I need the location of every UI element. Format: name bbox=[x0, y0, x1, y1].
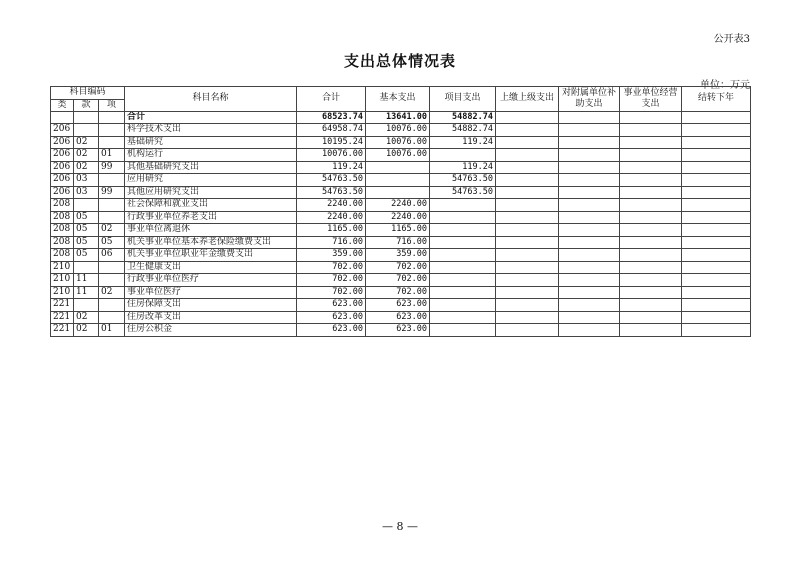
table-row bbox=[51, 149, 751, 162]
upper-cell bbox=[496, 186, 559, 199]
upper-cell bbox=[496, 299, 559, 312]
subject-name-cell: 应用研究 bbox=[125, 174, 297, 187]
carry-cell bbox=[682, 261, 751, 274]
total-cell: 10195.24 bbox=[297, 136, 366, 149]
carry-cell bbox=[682, 186, 751, 199]
xiang-cell bbox=[99, 136, 125, 149]
total-cell: 623.00 bbox=[297, 311, 366, 324]
operating-cell bbox=[620, 236, 682, 249]
basic-cell: 359.00 bbox=[366, 249, 430, 262]
subject-name-header: 科目名称 bbox=[125, 87, 297, 112]
upper-cell bbox=[496, 174, 559, 187]
lei-cell: 206 bbox=[51, 174, 74, 187]
basic-cell: 10076.00 bbox=[366, 149, 430, 162]
subsidy-cell bbox=[559, 286, 620, 299]
carry-cell bbox=[682, 161, 751, 174]
upper-cell bbox=[496, 249, 559, 262]
xiang-cell: 01 bbox=[99, 149, 125, 162]
kuan-cell: 05 bbox=[74, 249, 99, 262]
kuan-cell: 05 bbox=[74, 236, 99, 249]
total-cell: 623.00 bbox=[297, 299, 366, 312]
subsidy-cell bbox=[559, 186, 620, 199]
subject-name-cell: 机关事业单位基本养老保险缴费支出 bbox=[125, 236, 297, 249]
xiang-cell bbox=[99, 211, 125, 224]
project-cell bbox=[430, 324, 496, 337]
total-cell: 702.00 bbox=[297, 261, 366, 274]
xiang-cell: 06 bbox=[99, 249, 125, 262]
table-row bbox=[51, 236, 751, 249]
operating-cell bbox=[620, 161, 682, 174]
upper-cell bbox=[496, 311, 559, 324]
project-cell bbox=[430, 311, 496, 324]
basic-cell bbox=[366, 174, 430, 187]
subsidy-cell bbox=[559, 236, 620, 249]
subsidy-cell bbox=[559, 299, 620, 312]
lei-cell: 221 bbox=[51, 299, 74, 312]
operating-cell bbox=[620, 111, 682, 124]
table-row bbox=[51, 249, 751, 262]
xiang-cell bbox=[99, 299, 125, 312]
xiang-cell bbox=[99, 124, 125, 137]
upper-cell bbox=[496, 136, 559, 149]
upper-cell bbox=[496, 149, 559, 162]
subsidy-cell bbox=[559, 161, 620, 174]
subject-name-cell: 事业单位医疗 bbox=[125, 286, 297, 299]
kuan-cell: 03 bbox=[74, 174, 99, 187]
total-cell: 64958.74 bbox=[297, 124, 366, 137]
upper-remit-header: 上缴上级支出 bbox=[496, 87, 559, 112]
subsidy-cell bbox=[559, 199, 620, 212]
basic-cell: 623.00 bbox=[366, 311, 430, 324]
upper-cell bbox=[496, 224, 559, 237]
operating-cell bbox=[620, 136, 682, 149]
total-cell: 2240.00 bbox=[297, 199, 366, 212]
total-cell: 702.00 bbox=[297, 286, 366, 299]
subsidy-cell bbox=[559, 324, 620, 337]
subsidy-cell bbox=[559, 149, 620, 162]
project-cell bbox=[430, 224, 496, 237]
project-cell bbox=[430, 286, 496, 299]
unit-label: 单位：万元 bbox=[700, 80, 750, 91]
project-cell bbox=[430, 236, 496, 249]
basic-cell: 716.00 bbox=[366, 236, 430, 249]
subject-name-cell: 事业单位离退休 bbox=[125, 224, 297, 237]
operating-cell bbox=[620, 186, 682, 199]
table-row bbox=[51, 186, 751, 199]
operating-cell bbox=[620, 249, 682, 262]
kuan-cell bbox=[74, 199, 99, 212]
project-cell bbox=[430, 299, 496, 312]
page-number: — 8 — bbox=[382, 520, 418, 533]
total-cell: 702.00 bbox=[297, 274, 366, 287]
xiang-cell bbox=[99, 111, 125, 124]
upper-cell bbox=[496, 274, 559, 287]
xiang-cell bbox=[99, 261, 125, 274]
operating-header: 事业单位经营支出 bbox=[620, 87, 682, 112]
xiang-cell: 05 bbox=[99, 236, 125, 249]
xiang-cell bbox=[99, 199, 125, 212]
kuan-cell: 02 bbox=[74, 149, 99, 162]
kuan-cell: 02 bbox=[74, 161, 99, 174]
operating-cell bbox=[620, 149, 682, 162]
subject-name-cell: 卫生健康支出 bbox=[125, 261, 297, 274]
operating-cell bbox=[620, 324, 682, 337]
lei-cell: 208 bbox=[51, 249, 74, 262]
project-cell: 119.24 bbox=[430, 136, 496, 149]
lei-cell: 221 bbox=[51, 324, 74, 337]
total-cell: 359.00 bbox=[297, 249, 366, 262]
subject-name-cell: 住房保障支出 bbox=[125, 299, 297, 312]
upper-cell bbox=[496, 236, 559, 249]
basic-cell: 13641.00 bbox=[366, 111, 430, 124]
table-number-label: 公开表3 bbox=[713, 34, 750, 45]
subject-name-cell: 社会保障和就业支出 bbox=[125, 199, 297, 212]
xiang-header: 项 bbox=[99, 99, 125, 111]
table-row bbox=[51, 311, 751, 324]
basic-cell: 702.00 bbox=[366, 286, 430, 299]
project-cell bbox=[430, 249, 496, 262]
basic-cell: 2240.00 bbox=[366, 211, 430, 224]
subsidy-cell bbox=[559, 274, 620, 287]
subsidy-cell bbox=[559, 211, 620, 224]
operating-cell bbox=[620, 261, 682, 274]
xiang-cell: 01 bbox=[99, 324, 125, 337]
table-row bbox=[51, 211, 751, 224]
operating-cell bbox=[620, 199, 682, 212]
kuan-cell: 02 bbox=[74, 324, 99, 337]
lei-cell: 210 bbox=[51, 286, 74, 299]
table-row bbox=[51, 261, 751, 274]
total-cell: 10076.00 bbox=[297, 149, 366, 162]
total-cell: 716.00 bbox=[297, 236, 366, 249]
carry-cell bbox=[682, 199, 751, 212]
subsidy-cell bbox=[559, 174, 620, 187]
carry-cell bbox=[682, 224, 751, 237]
upper-cell bbox=[496, 111, 559, 124]
subsidy-cell bbox=[559, 224, 620, 237]
table-row bbox=[51, 161, 751, 174]
basic-cell: 623.00 bbox=[366, 324, 430, 337]
subsidy-cell bbox=[559, 249, 620, 262]
subsidy-cell bbox=[559, 124, 620, 137]
lei-cell: 208 bbox=[51, 224, 74, 237]
kuan-cell: 05 bbox=[74, 211, 99, 224]
basic-cell: 1165.00 bbox=[366, 224, 430, 237]
expenditure-table bbox=[50, 86, 751, 337]
lei-cell bbox=[51, 111, 74, 124]
subsidy-cell bbox=[559, 111, 620, 124]
carry-cell bbox=[682, 111, 751, 124]
total-header: 合计 bbox=[297, 87, 366, 112]
basic-cell: 623.00 bbox=[366, 299, 430, 312]
lei-cell: 210 bbox=[51, 261, 74, 274]
project-cell: 119.24 bbox=[430, 161, 496, 174]
table-row bbox=[51, 199, 751, 212]
total-cell: 68523.74 bbox=[297, 111, 366, 124]
subject-name-cell: 住房改革支出 bbox=[125, 311, 297, 324]
project-cell: 54763.50 bbox=[430, 174, 496, 187]
subject-name-cell: 行政事业单位养老支出 bbox=[125, 211, 297, 224]
kuan-cell: 11 bbox=[74, 274, 99, 287]
subject-name-cell: 机关事业单位职业年金缴费支出 bbox=[125, 249, 297, 262]
lei-cell: 208 bbox=[51, 199, 74, 212]
table-row bbox=[51, 224, 751, 237]
basic-cell: 2240.00 bbox=[366, 199, 430, 212]
kuan-cell: 05 bbox=[74, 224, 99, 237]
project-cell: 54882.74 bbox=[430, 124, 496, 137]
total-cell: 623.00 bbox=[297, 324, 366, 337]
operating-cell bbox=[620, 224, 682, 237]
upper-cell bbox=[496, 211, 559, 224]
project-cell bbox=[430, 261, 496, 274]
lei-cell: 206 bbox=[51, 161, 74, 174]
lei-header: 类 bbox=[51, 99, 74, 111]
carry-cell bbox=[682, 174, 751, 187]
upper-cell bbox=[496, 286, 559, 299]
lei-cell: 206 bbox=[51, 136, 74, 149]
carry-cell bbox=[682, 274, 751, 287]
basic-cell: 10076.00 bbox=[366, 136, 430, 149]
table-row bbox=[51, 136, 751, 149]
carry-cell bbox=[682, 149, 751, 162]
kuan-cell bbox=[74, 261, 99, 274]
project-cell: 54882.74 bbox=[430, 111, 496, 124]
operating-cell bbox=[620, 311, 682, 324]
xiang-cell bbox=[99, 311, 125, 324]
xiang-cell: 02 bbox=[99, 286, 125, 299]
basic-cell bbox=[366, 186, 430, 199]
kuan-cell bbox=[74, 124, 99, 137]
project-cell bbox=[430, 211, 496, 224]
subsidy-cell bbox=[559, 261, 620, 274]
operating-cell bbox=[620, 174, 682, 187]
carry-forward-header: 结转下年 bbox=[682, 87, 751, 112]
subject-name-cell: 住房公积金 bbox=[125, 324, 297, 337]
xiang-cell: 99 bbox=[99, 161, 125, 174]
subject-name-cell: 其他基础研究支出 bbox=[125, 161, 297, 174]
lei-cell: 210 bbox=[51, 274, 74, 287]
total-cell: 2240.00 bbox=[297, 211, 366, 224]
carry-cell bbox=[682, 299, 751, 312]
carry-cell bbox=[682, 124, 751, 137]
subject-name-cell: 其他应用研究支出 bbox=[125, 186, 297, 199]
operating-cell bbox=[620, 299, 682, 312]
subject-code-header: 科目编码 bbox=[51, 87, 125, 100]
subject-name-cell: 机构运行 bbox=[125, 149, 297, 162]
operating-cell bbox=[620, 274, 682, 287]
kuan-cell: 02 bbox=[74, 136, 99, 149]
lei-cell: 206 bbox=[51, 124, 74, 137]
xiang-cell: 02 bbox=[99, 224, 125, 237]
table-row bbox=[51, 299, 751, 312]
carry-cell bbox=[682, 286, 751, 299]
project-cell bbox=[430, 149, 496, 162]
project-cell: 54763.50 bbox=[430, 186, 496, 199]
subject-name-cell: 合计 bbox=[125, 111, 297, 124]
basic-cell: 702.00 bbox=[366, 274, 430, 287]
total-cell: 1165.00 bbox=[297, 224, 366, 237]
subsidy-cell bbox=[559, 136, 620, 149]
operating-cell bbox=[620, 124, 682, 137]
carry-cell bbox=[682, 211, 751, 224]
project-cell bbox=[430, 199, 496, 212]
project-cell bbox=[430, 274, 496, 287]
kuan-header: 款 bbox=[74, 99, 99, 111]
lei-cell: 221 bbox=[51, 311, 74, 324]
carry-cell bbox=[682, 136, 751, 149]
carry-cell bbox=[682, 324, 751, 337]
lei-cell: 206 bbox=[51, 149, 74, 162]
subject-name-cell: 行政事业单位医疗 bbox=[125, 274, 297, 287]
subsidy-cell bbox=[559, 311, 620, 324]
lei-cell: 208 bbox=[51, 211, 74, 224]
lei-cell: 206 bbox=[51, 186, 74, 199]
carry-cell bbox=[682, 249, 751, 262]
subject-name-cell: 科学技术支出 bbox=[125, 124, 297, 137]
operating-cell bbox=[620, 286, 682, 299]
basic-expenditure-header: 基本支出 bbox=[366, 87, 430, 112]
kuan-cell: 03 bbox=[74, 186, 99, 199]
kuan-cell bbox=[74, 111, 99, 124]
basic-cell: 10076.00 bbox=[366, 124, 430, 137]
subject-name-cell: 基础研究 bbox=[125, 136, 297, 149]
project-expenditure-header: 项目支出 bbox=[430, 87, 496, 112]
table-row bbox=[51, 174, 751, 187]
xiang-cell bbox=[99, 274, 125, 287]
table-row bbox=[51, 324, 751, 337]
total-cell: 54763.50 bbox=[297, 186, 366, 199]
kuan-cell: 11 bbox=[74, 286, 99, 299]
upper-cell bbox=[496, 261, 559, 274]
table-row bbox=[51, 286, 751, 299]
operating-cell bbox=[620, 211, 682, 224]
total-cell: 119.24 bbox=[297, 161, 366, 174]
table-row bbox=[51, 274, 751, 287]
xiang-cell bbox=[99, 174, 125, 187]
basic-cell bbox=[366, 161, 430, 174]
lei-cell: 208 bbox=[51, 236, 74, 249]
carry-cell bbox=[682, 311, 751, 324]
upper-cell bbox=[496, 324, 559, 337]
carry-cell bbox=[682, 236, 751, 249]
basic-cell: 702.00 bbox=[366, 261, 430, 274]
kuan-cell bbox=[74, 299, 99, 312]
kuan-cell: 02 bbox=[74, 311, 99, 324]
xiang-cell: 99 bbox=[99, 186, 125, 199]
upper-cell bbox=[496, 161, 559, 174]
page-title: 支出总体情况表 bbox=[343, 52, 456, 70]
upper-cell bbox=[496, 199, 559, 212]
table-row bbox=[51, 111, 751, 124]
upper-cell bbox=[496, 124, 559, 137]
subsidy-header: 对附属单位补助支出 bbox=[559, 87, 620, 112]
table-row bbox=[51, 124, 751, 137]
total-cell: 54763.50 bbox=[297, 174, 366, 187]
